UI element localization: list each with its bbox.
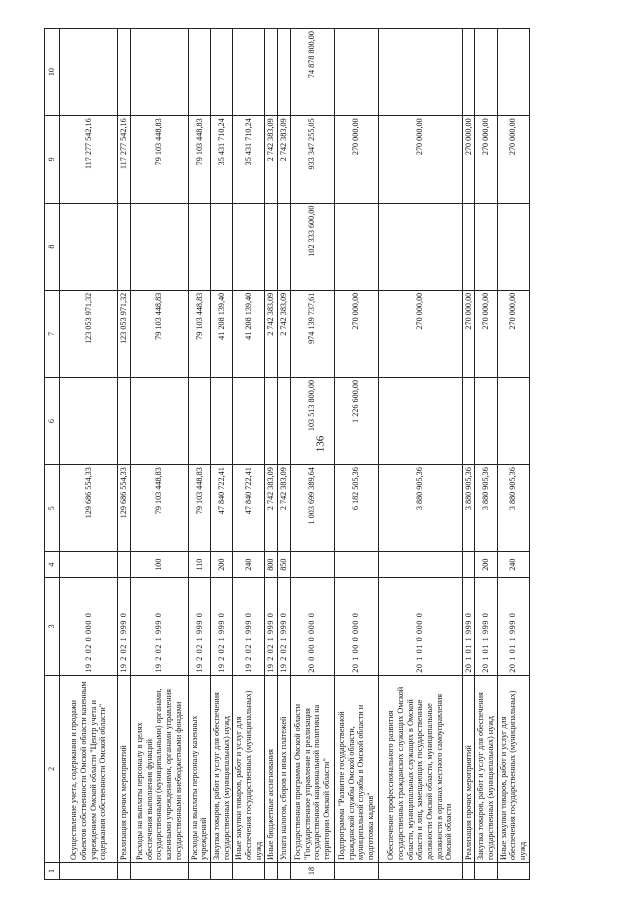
column-header-9: 9 <box>45 116 60 203</box>
table-cell-col5: 3 880 905,36 <box>497 465 529 552</box>
column-header-4: 4 <box>45 552 60 578</box>
table-cell-col5: 47 840 722,41 <box>211 465 233 552</box>
table-cell-col1 <box>233 862 265 879</box>
table-cell-col3: 20 1 00 0 000 0 <box>334 577 378 675</box>
table-cell-col6 <box>278 377 291 464</box>
table-row <box>118 29 131 880</box>
table-cell-col6 <box>265 377 278 464</box>
table-cell-col3: 19 2 02 1 999 0 <box>130 577 188 675</box>
table-cell-col8 <box>334 203 378 290</box>
table-cell-col10 <box>462 29 475 116</box>
table-row <box>211 29 233 880</box>
table-cell-col3: 19 2 02 1 999 0 <box>278 577 291 675</box>
table-cell-col1 <box>265 862 278 879</box>
table-cell-col2: Иные бюджетные ассигнования <box>265 675 278 862</box>
table-cell-col4 <box>378 552 462 578</box>
table-cell-col3: 20 1 01 1 999 0 <box>462 577 475 675</box>
table-row <box>462 29 475 880</box>
table-cell-col7: 974 139 737,61 <box>290 290 334 377</box>
table-cell-col6: 103 513 800,00 <box>290 377 334 464</box>
table-cell-col5: 47 840 722,41 <box>233 465 265 552</box>
table-cell-col10 <box>211 29 233 116</box>
table-row <box>290 29 334 880</box>
table-cell-col3: 19 2 02 1 999 0 <box>265 577 278 675</box>
table-cell-col6 <box>378 377 462 464</box>
budget-table <box>44 28 530 880</box>
table-cell-col3: 20 1 01 0 000 0 <box>378 577 462 675</box>
table-cell-col5: 3 880 905,36 <box>462 465 475 552</box>
table-cell-col1 <box>497 862 529 879</box>
table-cell-col8 <box>497 203 529 290</box>
table-cell-col9: 117 277 542,16 <box>60 116 118 203</box>
table-cell-col8 <box>378 203 462 290</box>
column-header-10: 10 <box>45 29 60 116</box>
table-cell-col1 <box>188 862 210 879</box>
table-cell-col2: Закупка товаров, работ и услуг для обеспечения государственных (муниципальных) нужд <box>211 675 233 862</box>
table-cell-col5: 1 003 699 389,64 <box>290 465 334 552</box>
table-cell-col6: 1 226 600,00 <box>334 377 378 464</box>
table-cell-col1 <box>130 862 188 879</box>
table-cell-col6 <box>60 377 118 464</box>
table-cell-col10 <box>334 29 378 116</box>
table-cell-col6 <box>233 377 265 464</box>
table-cell-col8 <box>118 203 131 290</box>
table-cell-col6 <box>188 377 210 464</box>
column-header-2: 2 <box>45 675 60 862</box>
table-cell-col1 <box>462 862 475 879</box>
table-cell-col1 <box>211 862 233 879</box>
table-cell-col9: 117 277 542,16 <box>118 116 131 203</box>
table-cell-col7: 41 208 139,40 <box>233 290 265 377</box>
table-cell-col7: 79 103 448,83 <box>130 290 188 377</box>
table-cell-col7: 270 000,00 <box>475 290 497 377</box>
table-cell-col1 <box>334 862 378 879</box>
table-cell-col10 <box>278 29 291 116</box>
table-cell-col9: 35 431 710,24 <box>233 116 265 203</box>
table-cell-col2: Обеспечение профессионального развития государственных гражданских служащих Омской области, муниципальных служащих в Омской области и лиц, замещающих государственные должности Омской области, муниципальные должности в органах местного самоуправления Омской области <box>378 675 462 862</box>
table-cell-col2: Закупка товаров, работ и услуг для обеспечения государственных (муниципальных) нужд <box>475 675 497 862</box>
table-cell-col10 <box>265 29 278 116</box>
column-header-6: 6 <box>45 377 60 464</box>
table-cell-col10 <box>130 29 188 116</box>
table-cell-col2: Подпрограмма "Развитие государственной гражданской службы Омской области, муниципальной службы в Омской области и подготовка кадров" <box>334 675 378 862</box>
table-cell-col3: 19 2 02 0 000 0 <box>60 577 118 675</box>
table-cell-col1 <box>278 862 291 879</box>
table-cell-col5: 129 686 554,33 <box>60 465 118 552</box>
table-cell-col8: 102 333 600,00 <box>290 203 334 290</box>
table-cell-col1: 18 <box>290 862 334 879</box>
table-row <box>475 29 497 880</box>
table-cell-col4: 850 <box>278 552 291 578</box>
table-cell-col10 <box>118 29 131 116</box>
table-cell-col8 <box>233 203 265 290</box>
table-body <box>60 29 530 880</box>
table-cell-col9: 79 103 448,83 <box>188 116 210 203</box>
table-cell-col8 <box>475 203 497 290</box>
table-row <box>265 29 278 880</box>
table-cell-col9: 79 103 448,83 <box>130 116 188 203</box>
page-number: 136 <box>314 435 327 453</box>
table-cell-col10 <box>188 29 210 116</box>
table-cell-col4 <box>462 552 475 578</box>
table-cell-col9: 2 742 383,09 <box>278 116 291 203</box>
column-header-8: 8 <box>45 203 60 290</box>
table-cell-col4: 100 <box>130 552 188 578</box>
table-cell-col2: Государственная программа Омской области "Государственное управление и реализация государственной национальной политики на территории Омской области" <box>290 675 334 862</box>
table-row <box>278 29 291 880</box>
table-cell-col3: 20 1 01 1 999 0 <box>497 577 529 675</box>
table-cell-col2: Иные закупки товаров, работ и услуг для обеспечения государственных (муниципальных) нужд <box>233 675 265 862</box>
table-cell-col2: Иные закупки товаров, работ и услуг для обеспечения государственных (муниципальных) нужд <box>497 675 529 862</box>
column-header-1: 1 <box>45 862 60 879</box>
table-cell-col9: 35 431 710,24 <box>211 116 233 203</box>
table-cell-col3: 19 2 02 1 999 0 <box>233 577 265 675</box>
table-cell-col5: 79 103 448,83 <box>130 465 188 552</box>
column-header-5: 5 <box>45 465 60 552</box>
table-cell-col5: 2 742 383,09 <box>265 465 278 552</box>
table-cell-col10: 74 878 800,00 <box>290 29 334 116</box>
table-cell-col5: 3 880 905,36 <box>378 465 462 552</box>
table-cell-col8 <box>130 203 188 290</box>
table-cell-col7: 41 208 139,40 <box>211 290 233 377</box>
table-cell-col3: 20 1 01 1 999 0 <box>475 577 497 675</box>
table-cell-col8 <box>265 203 278 290</box>
table-cell-col9: 270 000,00 <box>475 116 497 203</box>
table-cell-col1 <box>475 862 497 879</box>
table-row <box>233 29 265 880</box>
table-cell-col9: 270 000,00 <box>497 116 529 203</box>
table-cell-col10 <box>60 29 118 116</box>
table-cell-col9: 270 000,00 <box>334 116 378 203</box>
table-cell-col3: 19 2 02 1 999 0 <box>118 577 131 675</box>
table-cell-col9: 2 742 383,09 <box>265 116 278 203</box>
table-row <box>188 29 210 880</box>
table-cell-col5: 129 686 554,33 <box>118 465 131 552</box>
table-cell-col7: 2 742 383,09 <box>278 290 291 377</box>
rotated-table <box>44 28 602 880</box>
table-cell-col10 <box>233 29 265 116</box>
table-cell-col7: 123 053 971,32 <box>118 290 131 377</box>
table-cell-col2: Реализация прочих мероприятий <box>118 675 131 862</box>
table-cell-col7: 270 000,00 <box>497 290 529 377</box>
column-header-7: 7 <box>45 290 60 377</box>
table-cell-col8 <box>60 203 118 290</box>
table-cell-col7: 79 103 448,83 <box>188 290 210 377</box>
table-cell-col10 <box>378 29 462 116</box>
table-cell-col4 <box>334 552 378 578</box>
table-cell-col6 <box>497 377 529 464</box>
table-cell-col4: 240 <box>497 552 529 578</box>
table-header-row <box>45 29 60 880</box>
table-cell-col7: 270 000,00 <box>334 290 378 377</box>
table-cell-col4: 800 <box>265 552 278 578</box>
table-cell-col3: 19 2 02 1 999 0 <box>188 577 210 675</box>
table-cell-col5: 6 182 505,36 <box>334 465 378 552</box>
table-cell-col7: 2 742 383,09 <box>265 290 278 377</box>
table-row <box>497 29 529 880</box>
table-cell-col3: 20 0 00 0 000 0 <box>290 577 334 675</box>
table-cell-col6 <box>462 377 475 464</box>
table-cell-col4: 200 <box>475 552 497 578</box>
table-cell-col4: 110 <box>188 552 210 578</box>
table-cell-col7: 270 000,00 <box>378 290 462 377</box>
column-header-3: 3 <box>45 577 60 675</box>
table-cell-col2: Осуществление учета, содержания и продажи объектов собственности Омской области казенным учреждением Омской области "Центр учета и содержания собственности Омской области" <box>60 675 118 862</box>
table-cell-col1 <box>118 862 131 879</box>
table-cell-col4 <box>290 552 334 578</box>
table-cell-col5: 79 103 448,83 <box>188 465 210 552</box>
table-cell-col4 <box>118 552 131 578</box>
table-cell-col1 <box>60 862 118 879</box>
table-cell-col6 <box>118 377 131 464</box>
table-cell-col8 <box>278 203 291 290</box>
table-cell-col8 <box>188 203 210 290</box>
table-cell-col2: Расходы на выплаты персоналу в целях обеспечения выполнения функций государственными (муниципальными) органами, казенными учреждениями, органами управления государственными внебюджетными фондами <box>130 675 188 862</box>
table-cell-col9: 270 000,00 <box>378 116 462 203</box>
table-row <box>334 29 378 880</box>
table-cell-col8 <box>211 203 233 290</box>
table-cell-col6 <box>130 377 188 464</box>
table-cell-col7: 270 000,00 <box>462 290 475 377</box>
table-cell-col4: 240 <box>233 552 265 578</box>
table-row <box>60 29 118 880</box>
table-cell-col6 <box>475 377 497 464</box>
table-cell-col1 <box>378 862 462 879</box>
table-cell-col2: Уплата налогов, сборов и иных платежей <box>278 675 291 862</box>
table-container <box>44 28 602 880</box>
table-cell-col10 <box>497 29 529 116</box>
table-cell-col6 <box>211 377 233 464</box>
table-cell-col4: 200 <box>211 552 233 578</box>
table-cell-col7: 123 053 971,32 <box>60 290 118 377</box>
table-cell-col5: 3 880 905,36 <box>475 465 497 552</box>
table-cell-col5: 2 742 383,09 <box>278 465 291 552</box>
table-row <box>378 29 462 880</box>
table-cell-col8 <box>462 203 475 290</box>
table-row <box>130 29 188 880</box>
table-cell-col2: Реализация прочих мероприятий <box>462 675 475 862</box>
table-cell-col9: 933 347 255,05 <box>290 116 334 203</box>
table-cell-col10 <box>475 29 497 116</box>
table-cell-col4 <box>60 552 118 578</box>
table-cell-col3: 19 2 02 1 999 0 <box>211 577 233 675</box>
table-cell-col2: Расходы на выплаты персоналу казенных учреждений <box>188 675 210 862</box>
table-cell-col9: 270 000,00 <box>462 116 475 203</box>
